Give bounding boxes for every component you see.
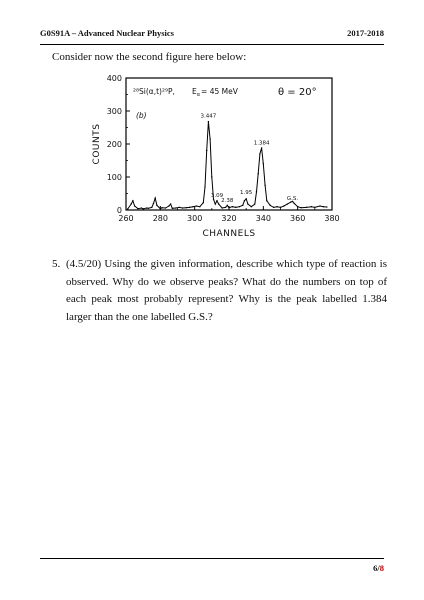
panel-label: (b) bbox=[136, 111, 147, 120]
question-number: 5. bbox=[52, 258, 61, 270]
data-point bbox=[130, 203, 131, 204]
data-point bbox=[170, 203, 171, 204]
data-point bbox=[266, 200, 267, 201]
x-tick-labels bbox=[118, 214, 339, 223]
data-point bbox=[273, 207, 274, 208]
y-tick-label: 100 bbox=[106, 173, 122, 182]
data-point bbox=[213, 199, 214, 200]
data-point bbox=[218, 203, 219, 204]
data-point bbox=[199, 206, 200, 207]
data-point bbox=[294, 203, 295, 204]
total-pages: 8 bbox=[379, 563, 384, 573]
data-point bbox=[185, 207, 186, 208]
data-point bbox=[247, 203, 248, 204]
data-point bbox=[257, 173, 258, 174]
data-point bbox=[306, 207, 307, 208]
y-tick-label: 300 bbox=[106, 107, 122, 116]
energy-symbol: E bbox=[192, 87, 197, 96]
data-point bbox=[225, 207, 226, 208]
data-point bbox=[280, 207, 281, 208]
data-point bbox=[270, 205, 271, 206]
question-5 bbox=[52, 256, 387, 326]
x-tick-label: 380 bbox=[324, 214, 340, 223]
peak-label: G.S. bbox=[286, 196, 299, 203]
x-tick-label: 360 bbox=[290, 214, 306, 223]
x-tick-label: 280 bbox=[152, 214, 168, 223]
data-point bbox=[132, 200, 133, 201]
data-point bbox=[137, 208, 138, 209]
data-point bbox=[263, 163, 264, 164]
data-point bbox=[192, 206, 193, 207]
data-point bbox=[182, 207, 183, 208]
data-point bbox=[276, 206, 277, 207]
data-point bbox=[311, 206, 312, 207]
peak-label: 2.38 bbox=[221, 198, 234, 205]
data-point bbox=[300, 207, 301, 208]
data-point bbox=[297, 206, 298, 207]
data-point bbox=[287, 203, 288, 204]
peak-labels bbox=[201, 114, 299, 204]
data-point bbox=[204, 186, 205, 187]
data-point bbox=[161, 207, 162, 208]
data-point bbox=[235, 207, 236, 208]
data-point bbox=[259, 153, 260, 154]
data-point bbox=[323, 206, 324, 207]
data-point bbox=[146, 207, 147, 208]
intro-text: Consider now the second figure here below: bbox=[52, 51, 247, 63]
peak-label: 3.447 bbox=[200, 113, 217, 120]
data-point bbox=[141, 207, 142, 208]
y-axis-title: COUNTS bbox=[92, 123, 102, 165]
data-point bbox=[175, 207, 176, 208]
data-point bbox=[208, 121, 209, 122]
current-page: 6 bbox=[373, 563, 378, 573]
data-point bbox=[153, 203, 154, 204]
x-tick-label: 300 bbox=[187, 214, 203, 223]
angle-label: θ = 20° bbox=[278, 87, 317, 98]
data-point bbox=[151, 207, 152, 208]
data-point bbox=[142, 208, 143, 209]
y-tick-label: 0 bbox=[116, 206, 122, 215]
data-point bbox=[254, 203, 255, 204]
page-header bbox=[40, 28, 384, 42]
course-title: G0S91A – Advanced Nuclear Physics bbox=[40, 28, 174, 38]
peak-label: 1.384 bbox=[253, 140, 270, 147]
header-rule bbox=[40, 44, 384, 45]
data-point bbox=[154, 197, 155, 198]
energy-label bbox=[192, 87, 239, 98]
data-point bbox=[209, 138, 210, 139]
energy-value: = 45 MeV bbox=[201, 87, 238, 96]
x-tick-label: 340 bbox=[255, 214, 271, 223]
y-tick-label: 200 bbox=[106, 140, 122, 149]
data-point bbox=[165, 207, 166, 208]
data-point bbox=[256, 191, 257, 192]
data-point bbox=[189, 207, 190, 208]
data-point bbox=[148, 208, 149, 209]
data-point bbox=[203, 202, 204, 203]
data-point bbox=[168, 205, 169, 206]
data-point bbox=[244, 200, 245, 201]
data-point bbox=[228, 207, 229, 208]
data-point bbox=[160, 208, 161, 209]
question-text: (4.5/20) Using the given information, describe which type of reaction is observed. Why do we observe peaks? What do the numbers on top of each peak most probably represent? Why is the peak labelled 1.384 larger than the one labelled G.S.? bbox=[66, 258, 387, 323]
data-point bbox=[156, 205, 157, 206]
peak-label: 3.09 bbox=[210, 192, 224, 199]
data-point bbox=[172, 208, 173, 209]
data-point bbox=[221, 207, 222, 208]
spectrum-chart bbox=[86, 70, 344, 266]
data-point bbox=[127, 208, 128, 209]
data-point bbox=[264, 185, 265, 186]
data-point bbox=[314, 207, 315, 208]
data-point bbox=[261, 147, 262, 148]
data-point bbox=[245, 198, 246, 199]
academic-year: 2017-2018 bbox=[347, 28, 384, 38]
x-tick-label: 320 bbox=[221, 214, 237, 223]
data-point bbox=[179, 207, 180, 208]
peak-label: 1.95 bbox=[240, 190, 253, 197]
data-point bbox=[196, 205, 197, 206]
data-point bbox=[251, 206, 252, 207]
data-point bbox=[206, 150, 207, 151]
data-point bbox=[326, 206, 327, 207]
x-axis-title: CHANNELS bbox=[202, 229, 256, 239]
data-point bbox=[211, 176, 212, 177]
data-point bbox=[239, 206, 240, 207]
y-tick-labels bbox=[107, 74, 122, 215]
data-point bbox=[242, 205, 243, 206]
footer-rule bbox=[40, 558, 384, 559]
data-point bbox=[216, 200, 217, 201]
data-point bbox=[232, 206, 233, 207]
y-tick-label: 400 bbox=[106, 74, 122, 83]
x-tick-label: 260 bbox=[118, 214, 134, 223]
reaction-label: ²⁸Si(α,t)²⁹P, bbox=[133, 87, 175, 96]
data-point bbox=[215, 203, 216, 204]
page-separator: / bbox=[377, 563, 380, 573]
data-point bbox=[319, 205, 320, 206]
data-point bbox=[283, 205, 284, 206]
data-point bbox=[134, 205, 135, 206]
energy-subscript: α bbox=[196, 92, 201, 98]
page-number bbox=[373, 563, 384, 573]
data-point bbox=[227, 205, 228, 206]
